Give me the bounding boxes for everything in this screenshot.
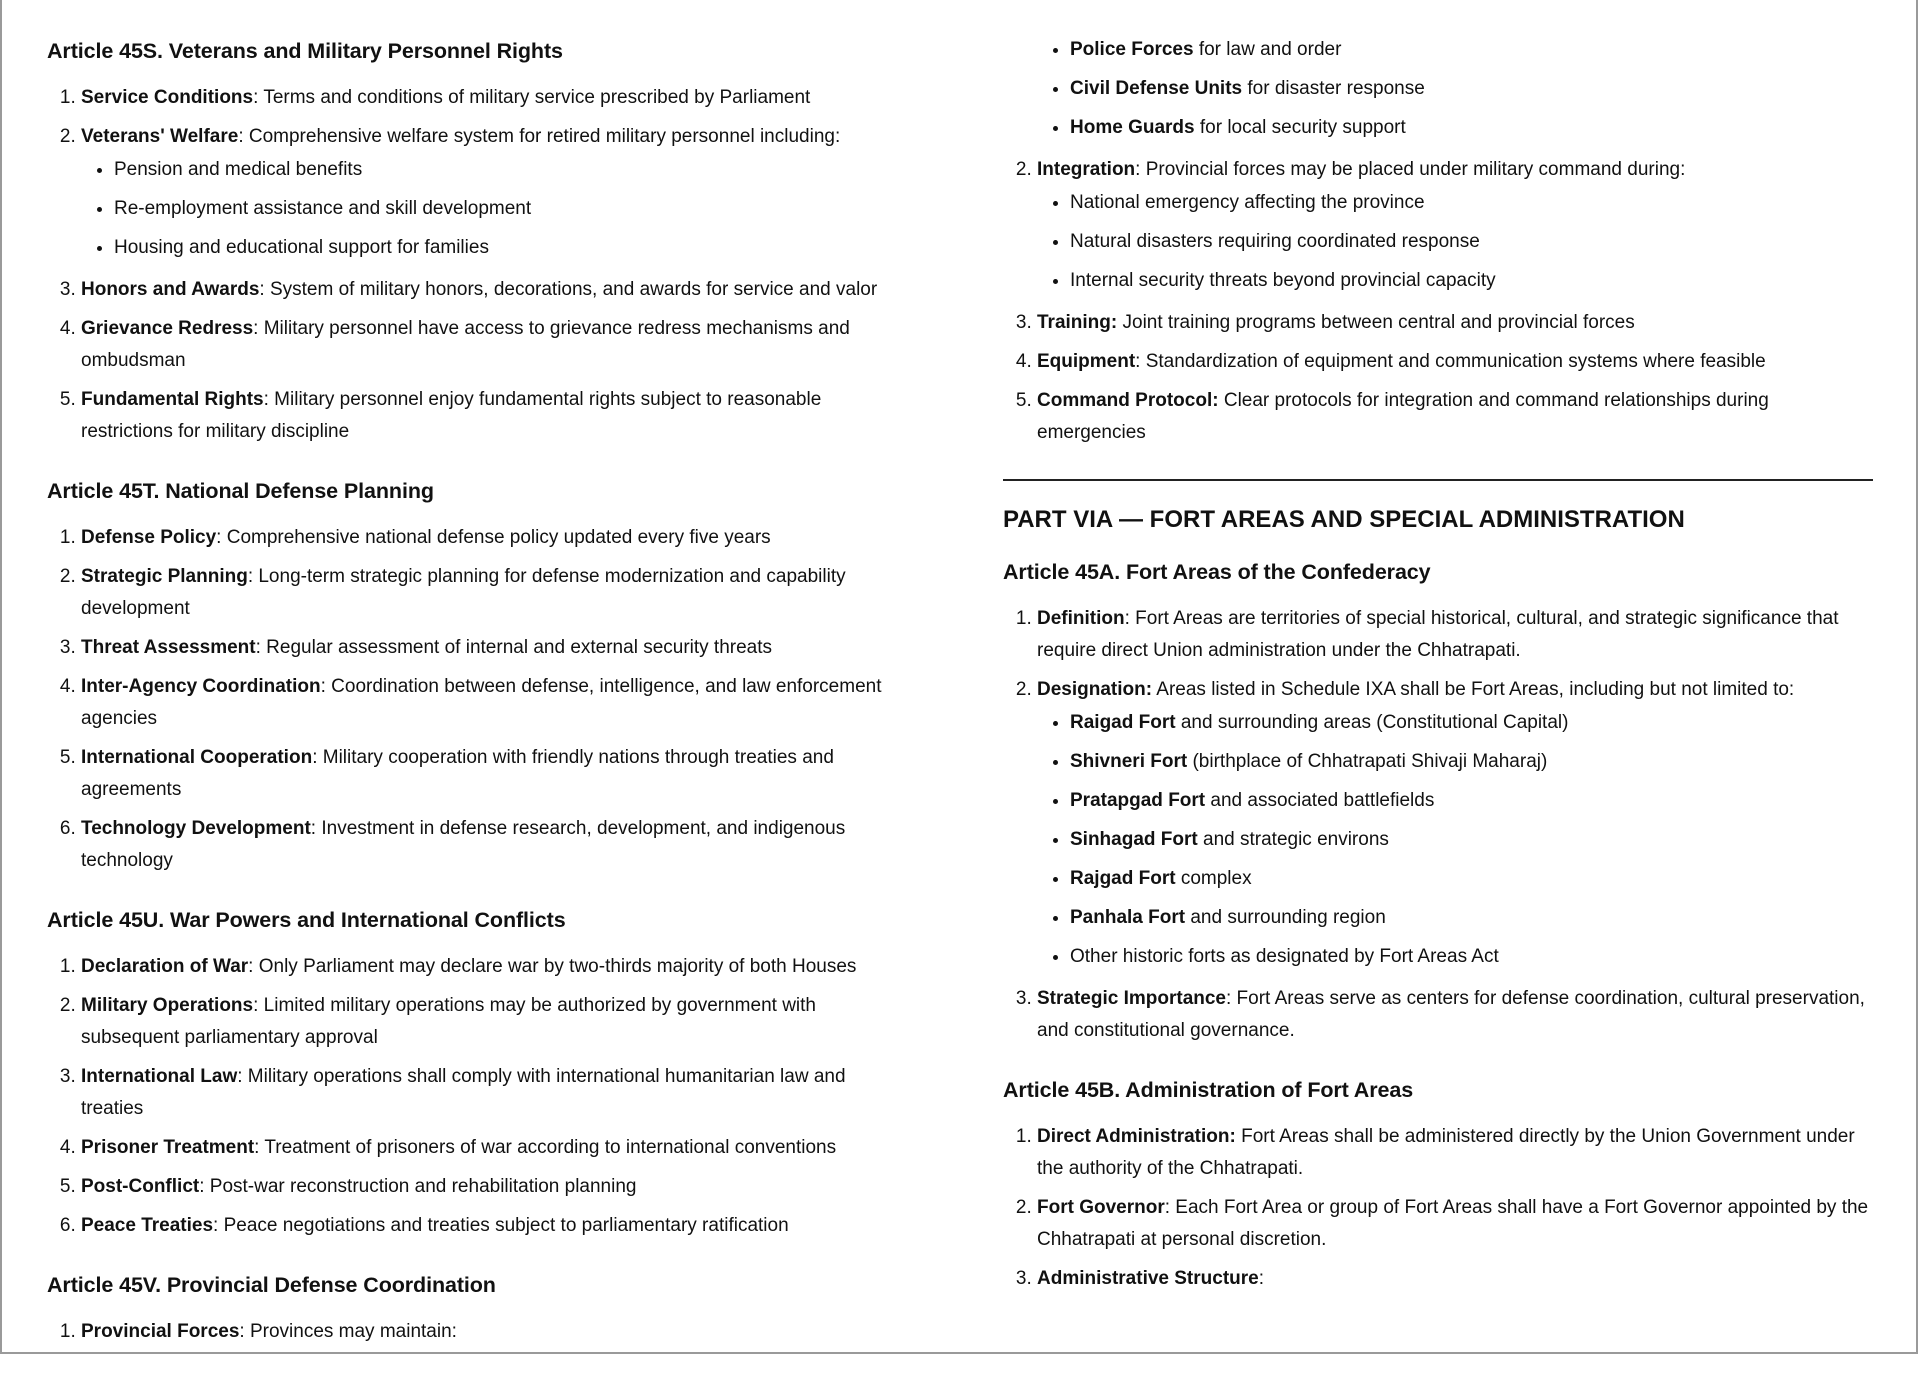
sub-list — [1037, 187, 1873, 297]
list-item: 5. Post-Conflict: Post-war reconstruction and rehabilitation planning — [81, 1171, 897, 1203]
list-item: 2. Strategic Planning: Long-term strategic planning for defense modernization and capability development — [81, 561, 897, 625]
list-item: 5. International Cooperation: Military cooperation with friendly nations through treaties and agreements — [81, 742, 897, 806]
article-45v-heading: Article 45V. Provincial Defense Coordination — [47, 1273, 496, 1297]
article-45u-list — [47, 951, 897, 1242]
list-item: 3. Threat Assessment: Regular assessment of internal and external security threats — [81, 632, 897, 664]
right-column — [1003, 0, 1873, 1325]
article-45b-list — [1003, 1121, 1873, 1295]
article-45v-list-continued — [1003, 154, 1873, 449]
article-45s-heading: Article 45S. Veterans and Military Personnel Rights — [47, 39, 563, 63]
article-45a-list — [1003, 603, 1873, 1047]
bullet-item: • Natural disasters requiring coordinated response — [1070, 226, 1873, 258]
article-45t-heading: Article 45T. National Defense Planning — [47, 479, 434, 503]
bullet-item: • Internal security threats beyond provincial capacity — [1070, 265, 1873, 297]
list-item: 4. Inter-Agency Coordination: Coordination between defense, intelligence, and law enforcement agencies — [81, 671, 897, 735]
bullet-item: • Civil Defense Units for disaster response — [1070, 73, 1873, 105]
bullet-item: • Other historic forts as designated by Fort Areas Act — [1070, 941, 1873, 973]
sub-list — [81, 154, 897, 264]
article-45a-heading: Article 45A. Fort Areas of the Confederacy — [1003, 560, 1431, 584]
bullet-item: • Shivneri Fort (birthplace of Chhatrapati Shivaji Maharaj) — [1070, 746, 1873, 778]
list-item: 1. Declaration of War: Only Parliament may declare war by two-thirds majority of both Houses — [81, 951, 897, 983]
provincial-forces-bullets — [1003, 34, 1873, 144]
list-item: 1. Service Conditions: Terms and conditions of military service prescribed by Parliament — [81, 82, 897, 114]
bullet-item: • Sinhagad Fort and strategic environs — [1070, 824, 1873, 856]
bullet-item: • Panhala Fort and surrounding region — [1070, 902, 1873, 934]
list-item: 5. Fundamental Rights: Military personnel enjoy fundamental rights subject to reasonable restrictions for military discipline — [81, 384, 897, 448]
fort-list — [1037, 707, 1873, 973]
bullet-item: • Housing and educational support for families — [114, 232, 897, 264]
bullet-item: • Raigad Fort and surrounding areas (Constitutional Capital) — [1070, 707, 1873, 739]
list-item: 1. Defense Policy: Comprehensive national defense policy updated every five years — [81, 522, 897, 554]
bullet-item: • Police Forces for law and order — [1070, 34, 1873, 66]
bullet-item: • Pratapgad Fort and associated battlefields — [1070, 785, 1873, 817]
bullet-item: • Home Guards for local security support — [1070, 112, 1873, 144]
list-item: 2. Fort Governor: Each Fort Area or group of Fort Areas shall have a Fort Governor appointed by the Chhatrapati at personal discretion. — [1037, 1192, 1873, 1256]
list-item: 2. Veterans' Welfare: Comprehensive welfare system for retired military personnel including: • Pension and medical benefits • Re-employment assistance and skill development • Housing and educational support for families — [81, 121, 897, 264]
list-item: 6. Technology Development: Investment in defense research, development, and indigenous technology — [81, 813, 897, 877]
part-heading: PART VIA — FORT AREAS AND SPECIAL ADMINISTRATION — [1003, 506, 1685, 533]
list-item: 1. Definition: Fort Areas are territories of special historical, cultural, and strategic significance that require direct Union administration under the Chhatrapati. — [1037, 603, 1873, 667]
article-45v-list — [47, 1316, 897, 1348]
list-item: 3. Training: Joint training programs between central and provincial forces — [1037, 307, 1873, 339]
list-item: 3. International Law: Military operations shall comply with international humanitarian law and treaties — [81, 1061, 897, 1125]
list-item: 1. Direct Administration: Fort Areas shall be administered directly by the Union Government under the authority of the Chhatrapati. — [1037, 1121, 1873, 1185]
list-item: 2. Military Operations: Limited military operations may be authorized by government with subsequent parliamentary approval — [81, 990, 897, 1054]
list-item: 6. Peace Treaties: Peace negotiations and treaties subject to parliamentary ratification — [81, 1210, 897, 1242]
section-divider — [1003, 479, 1873, 481]
list-item: 1. Provincial Forces: Provinces may maintain: — [81, 1316, 897, 1348]
list-item: 3. Strategic Importance: Fort Areas serve as centers for defense coordination, cultural preservation, and constitutional governance. — [1037, 983, 1873, 1047]
article-45b-heading: Article 45B. Administration of Fort Areas — [1003, 1078, 1414, 1102]
bullet-item: • Rajgad Fort complex — [1070, 863, 1873, 895]
list-item: 4. Grievance Redress: Military personnel have access to grievance redress mechanisms and ombudsman — [81, 313, 897, 377]
bullet-item: • Re-employment assistance and skill development — [114, 193, 897, 225]
list-item: 2. Integration: Provincial forces may be placed under military command during: • National emergency affecting the province • Natural disasters requiring coordinated response • Internal security threats beyond provincial capacity — [1037, 154, 1873, 297]
list-item: 2. Designation: Areas listed in Schedule IXA shall be Fort Areas, including but not limited to: • Raigad Fort and surrounding areas (Constitutional Capital) • Shivneri Fort (birthplace of Chhatrapati Shivaji Maharaj) • Pratapgad Fort and associated battlefields • Sinhagad Fort and strategic environs • Rajgad Fort complex • Panhala Fort and surrounding region • Other historic forts as designated by Fort Areas Act — [1037, 674, 1873, 973]
article-45t-list — [47, 522, 897, 877]
bullet-item: • Pension and medical benefits — [114, 154, 897, 186]
list-item: 3. Honors and Awards: System of military honors, decorations, and awards for service and valor — [81, 274, 897, 306]
bullet-item: • National emergency affecting the province — [1070, 187, 1873, 219]
list-item: 5. Command Protocol: Clear protocols for integration and command relationships during emergencies — [1037, 385, 1873, 449]
left-column — [47, 0, 897, 1378]
article-45u-heading: Article 45U. War Powers and International Conflicts — [47, 908, 566, 932]
list-item: 4. Prisoner Treatment: Treatment of prisoners of war according to international conventions — [81, 1132, 897, 1164]
article-45s-list — [47, 82, 897, 448]
list-item: 3. Administrative Structure: — [1037, 1263, 1873, 1295]
list-item: 4. Equipment: Standardization of equipment and communication systems where feasible — [1037, 346, 1873, 378]
